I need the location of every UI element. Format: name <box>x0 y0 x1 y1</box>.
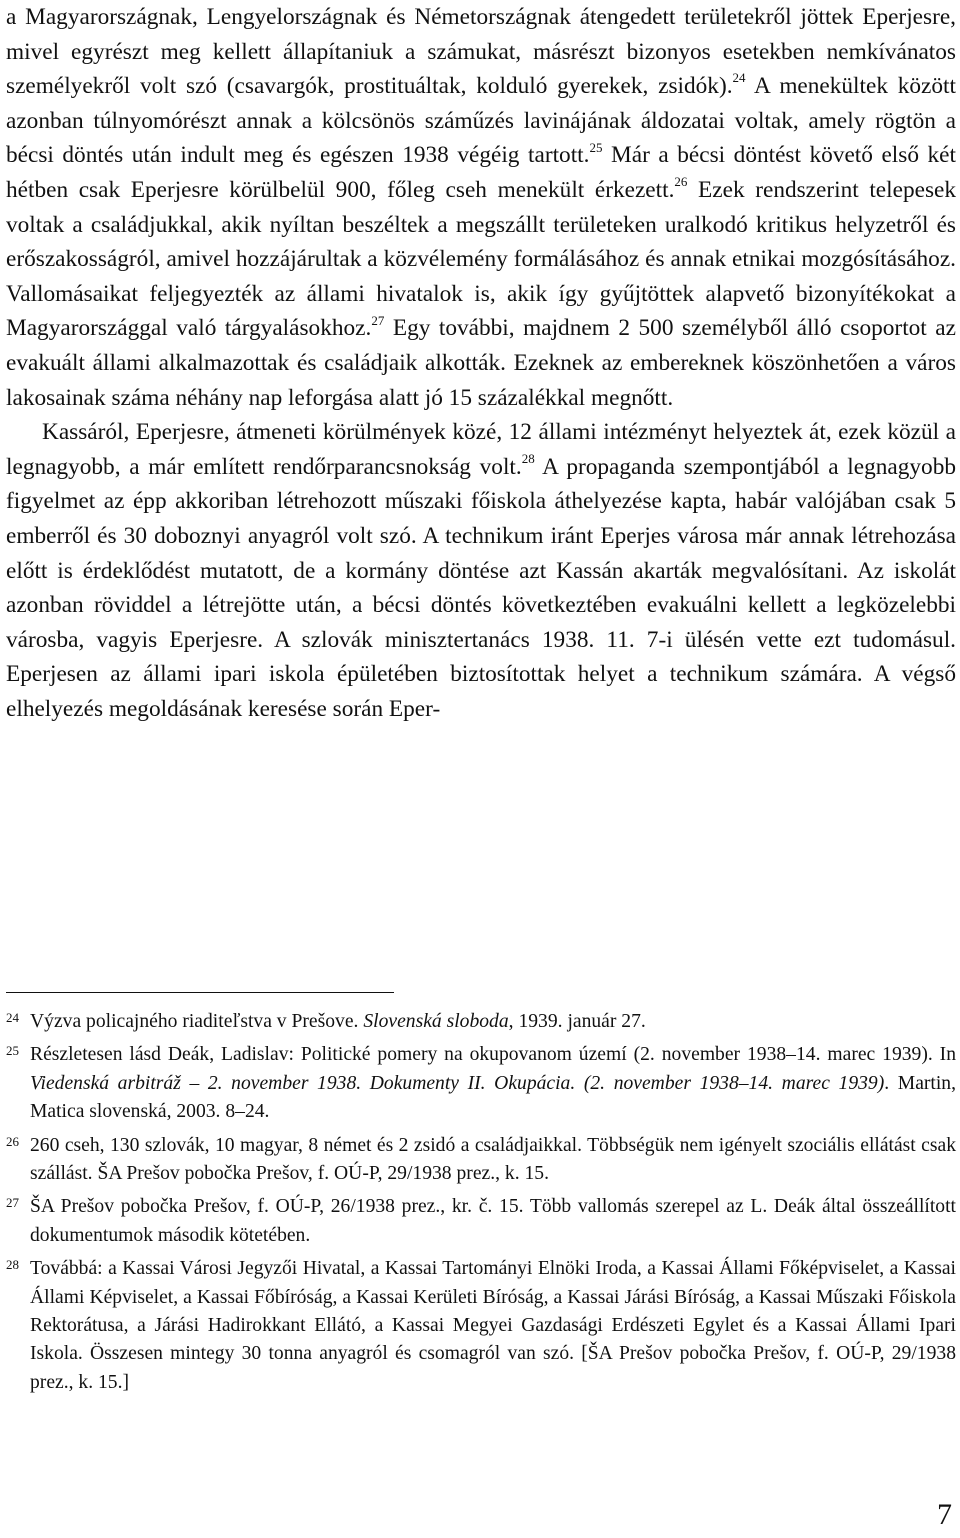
p1-sentence-5: Egy további, majdnem 2 500 személyből álló csoportot az evakuált állami alkalmazottak és családjaik alkották. Ezeknek az embereknek köszönhetően a város lakosainak száma néhány nap leforgása alatt jó 15 százalékkal megnőtt. <box>6 315 956 411</box>
document-page <box>6 0 956 1538</box>
paragraph-2 <box>6 415 956 726</box>
p1-sentence-3: Már a bécsi döntést követő első két hétben csak Eperjesre körülbelül 900, főleg cseh menekült érkezett. <box>6 142 956 203</box>
footnote-separator <box>6 992 394 993</box>
footnote-number: 27 <box>6 1195 19 1211</box>
footnote-ref-28[interactable]: 28 <box>521 451 535 467</box>
footnote-27 <box>6 1193 956 1250</box>
footnote-number: 24 <box>6 1010 19 1025</box>
footnote-24 <box>6 1008 956 1036</box>
footnote-text: ŠA Prešov pobočka Prešov, f. OÚ-P, 26/1938 prez., kr. č. 15. Több vallomás szerepel az L. Deák által összeállított dokumentumok második kötetében. <box>30 1196 956 1246</box>
footnote-text: Részletesen lásd Deák, Ladislav: Politické pomery na okupovanom území (2. november 1938–14. marec 1939). In <box>30 1044 956 1066</box>
footnote-text: 260 cseh, 130 szlovák, 10 magyar, 8 német és 2 zsidó a családjaikkal. Többségük nem igényelt szociális ellátást csak szállást. ŠA Prešov pobočka Prešov, f. OÚ-P, 29/1938 prez., k. 15. <box>30 1134 956 1185</box>
footnote-text: , 1939. január 27. <box>508 1011 646 1032</box>
footnote-ref-26[interactable]: 26 <box>674 174 688 190</box>
footnote-25 <box>6 1041 956 1126</box>
p1-sentence-1: a Magyarországnak, Lengyelországnak és Németországnak átengedett területekről jöttek Eperjesre, mivel egyrészt meg kellett állapítaniuk a számukat, másrészt bizonyos esetekben nemkívánatos személyekről volt szó (csavargók, prostituáltak, kolduló gyerekek, zsidók). <box>6 4 956 100</box>
footnote-28 <box>6 1255 956 1397</box>
footnote-text: Výzva policajného riaditeľstva v Prešove. <box>30 1011 364 1032</box>
footnote-text: Továbbá: a Kassai Városi Jegyzői Hivatal, a Kassai Tartományi Elnöki Iroda, a Kassai Állami Főképviselet, a Kassai Állami Képviselet, a Kassai Főbíróság, a Kassai Kerületi Bíróság, a Kassai Járási Bíróság, a Kassai Műszaki Főiskola Rektorátusa, a Járási Hadirokkant Ellátó, a Kassai Megyei Gazdasági Erdészeti Egylet és a Kassai Állami Ipari Iskola. Összesen mintegy 30 tonna anyagról és csomagról van szó. [ŠA Prešov pobočka Prešov, f. OÚ-P, 29/1938 prez., k. 15.] <box>30 1258 956 1393</box>
footnote-ref-27[interactable]: 27 <box>371 312 385 328</box>
p1-sentence-4: Ezek rendszerint telepesek voltak a családjukkal, akik nyíltan beszéltek a megszállt területeken uralkodó kritikus helyzetről és erőszakosságról, amivel hozzájárultak a közvélemény formálásához és annak etnikai mozgósításához. Vallomásaikat feljegyezték az állami hivatalok is, akik így gyűjtöttek alapvető bizonyítékokat a Magyarországgal való tárgyalásokhoz. <box>6 176 956 342</box>
main-text <box>6 0 956 726</box>
footnote-number: 28 <box>6 1257 19 1273</box>
paragraph-1 <box>6 0 956 415</box>
footnotes <box>6 1008 956 1402</box>
p2-sentence-2: A propaganda szempontjából a legnagyobb figyelmet az épp akkoriban létrehozott műszaki főiskola áthelyezése kapta, habár valójában csak 5 emberről és 30 doboznyi anyagról volt szó. A technikum iránt Eperjes városa már annak létrehozása előtt is érdeklődést mutatott, de a kormány döntése azt Kassán akarták megvalósítani. Az iskolát azonban röviddel a létrejötte után, a bécsi döntés következtében evakuálni kellett a legközelebbi városba, vagyis Eperjesre. A szlovák minisztertanács 1938. 11. 7-i ülésén vette ezt tudomásul. Eperjesen az állami ipari iskola épületében biztosítottak helyet a technikum számára. A végső elhelyezés megoldásának keresése során Eper- <box>6 453 956 722</box>
page-number: 7 <box>937 1498 952 1531</box>
footnote-ref-24[interactable]: 24 <box>732 70 746 86</box>
footnote-italic-title: Slovenská sloboda <box>363 1011 509 1032</box>
footnote-italic-title: Viedenská arbitráž – 2. november 1938. Dokumenty II. Okupácia. (2. november 1938–14. marec 1939) <box>30 1072 885 1094</box>
footnote-number: 25 <box>6 1043 19 1059</box>
footnote-text: . Martin, Matica slovenská, 2003. 8–24. <box>30 1072 956 1123</box>
footnote-26 <box>6 1132 956 1189</box>
p1-sentence-2: A menekültek között azonban túlnyomórészt annak a kölcsönös száműzés lavinájának áldozatai voltak, amely rögtön a bécsi döntés után indult meg és egészen 1938 végéig tartott. <box>6 73 956 169</box>
footnote-number: 26 <box>6 1133 19 1149</box>
footnote-ref-25[interactable]: 25 <box>589 139 603 155</box>
p2-sentence-1: Kassáról, Eperjesre, átmeneti körülmények közé, 12 állami intézményt helyeztek át, ezek közül a legnagyobb, a már említett rendőrparancsnokság volt. <box>6 419 956 480</box>
